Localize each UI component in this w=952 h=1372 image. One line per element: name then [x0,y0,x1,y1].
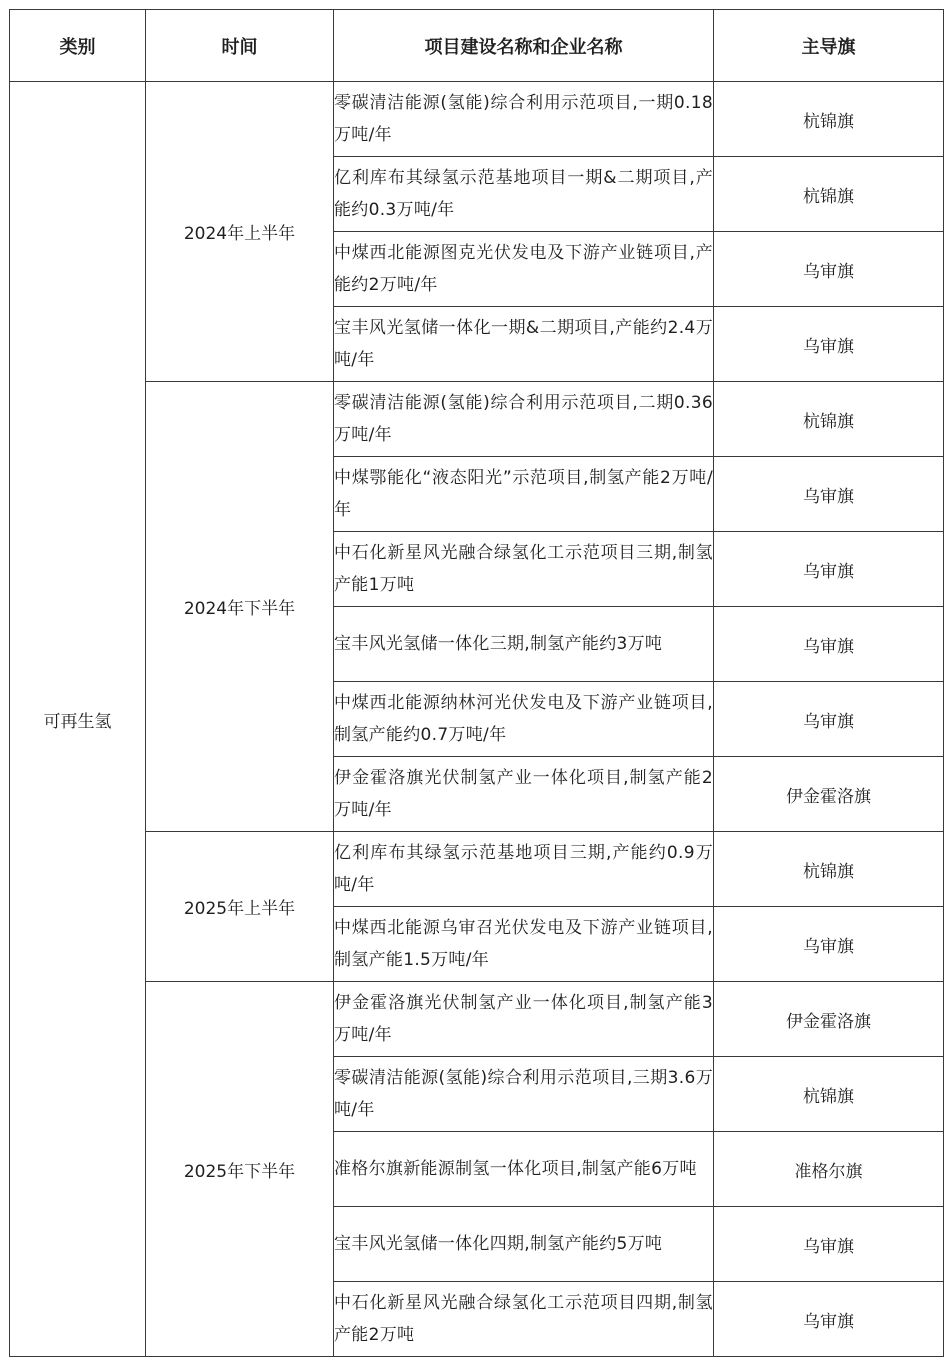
project-name-cell: 亿利库布其绿氢示范基地项目三期,产能约0.9万吨/年 [334,832,714,907]
header-project: 项目建设名称和企业名称 [334,10,714,82]
lead-banner-cell: 乌审旗 [714,682,944,757]
project-name-cell: 伊金霍洛旗光伏制氢产业一体化项目,制氢产能3万吨/年 [334,982,714,1057]
lead-banner-cell: 乌审旗 [714,607,944,682]
project-name-cell: 中煤西北能源图克光伏发电及下游产业链项目,产能约2万吨/年 [334,232,714,307]
time-cell: 2024年下半年 [146,382,334,832]
lead-banner-cell: 乌审旗 [714,232,944,307]
lead-banner-cell: 乌审旗 [714,1207,944,1282]
time-cell: 2025年下半年 [146,982,334,1357]
project-name-cell: 零碳清洁能源(氢能)综合利用示范项目,一期0.18万吨/年 [334,82,714,157]
project-name-cell: 宝丰风光氢储一体化三期,制氢产能约3万吨 [334,607,714,682]
lead-banner-cell: 乌审旗 [714,1282,944,1357]
lead-banner-cell: 伊金霍洛旗 [714,982,944,1057]
project-name-cell: 零碳清洁能源(氢能)综合利用示范项目,二期0.36万吨/年 [334,382,714,457]
table-row [10,832,944,907]
hydrogen-project-table [9,9,944,1357]
lead-banner-cell: 杭锦旗 [714,382,944,457]
lead-banner-cell: 杭锦旗 [714,82,944,157]
project-name-cell: 中煤西北能源纳林河光伏发电及下游产业链项目,制氢产能约0.7万吨/年 [334,682,714,757]
project-name-cell: 中石化新星风光融合绿氢化工示范项目四期,制氢产能2万吨 [334,1282,714,1357]
lead-banner-cell: 伊金霍洛旗 [714,757,944,832]
project-name-cell: 伊金霍洛旗光伏制氢产业一体化项目,制氢产能2万吨/年 [334,757,714,832]
lead-banner-cell: 乌审旗 [714,532,944,607]
project-name-cell: 零碳清洁能源(氢能)综合利用示范项目,三期3.6万吨/年 [334,1057,714,1132]
table-row [10,982,944,1057]
header-category: 类别 [10,10,146,82]
project-name-cell: 中石化新星风光融合绿氢化工示范项目三期,制氢产能1万吨 [334,532,714,607]
lead-banner-cell: 杭锦旗 [714,1057,944,1132]
table-body [10,82,944,1357]
project-name-cell: 准格尔旗新能源制氢一体化项目,制氢产能6万吨 [334,1132,714,1207]
category-cell: 可再生氢 [10,82,146,1357]
lead-banner-cell: 乌审旗 [714,907,944,982]
lead-banner-cell: 杭锦旗 [714,157,944,232]
lead-banner-cell: 乌审旗 [714,307,944,382]
time-cell: 2024年上半年 [146,82,334,382]
project-name-cell: 宝丰风光氢储一体化一期&二期项目,产能约2.4万吨/年 [334,307,714,382]
lead-banner-cell: 乌审旗 [714,457,944,532]
table-row [10,382,944,457]
header-time: 时间 [146,10,334,82]
table-header-row [10,10,944,82]
header-lead: 主导旗 [714,10,944,82]
project-name-cell: 宝丰风光氢储一体化四期,制氢产能约5万吨 [334,1207,714,1282]
lead-banner-cell: 准格尔旗 [714,1132,944,1207]
project-name-cell: 中煤西北能源乌审召光伏发电及下游产业链项目,制氢产能1.5万吨/年 [334,907,714,982]
project-name-cell: 中煤鄂能化“液态阳光”示范项目,制氢产能2万吨/年 [334,457,714,532]
lead-banner-cell: 杭锦旗 [714,832,944,907]
table-row [10,82,944,157]
time-cell: 2025年上半年 [146,832,334,982]
project-name-cell: 亿利库布其绿氢示范基地项目一期&二期项目,产能约0.3万吨/年 [334,157,714,232]
